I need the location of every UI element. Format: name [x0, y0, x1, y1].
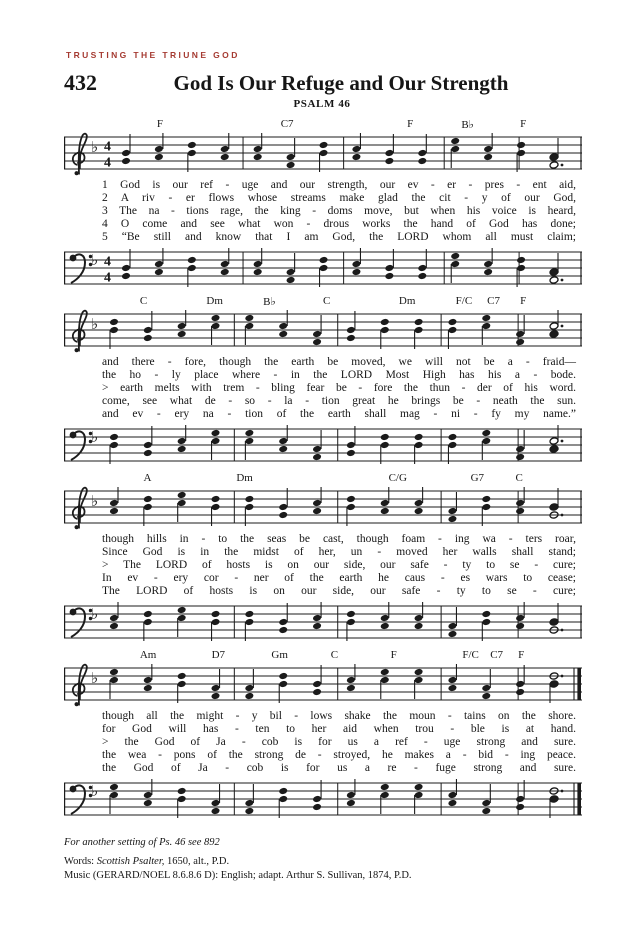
lyrics-block [102, 179, 576, 244]
chord-symbol: B♭ [263, 296, 276, 308]
chord-symbol: C7 [280, 118, 294, 130]
flat-sign: ♭ [91, 492, 99, 510]
time-sig-upper: 4 [104, 254, 111, 270]
chord-row [64, 649, 580, 662]
treble-staff [64, 662, 582, 708]
lyric-line: and ev - ery na - tion of the earth shall mag - ni - fy my name.” [102, 408, 576, 420]
flat-sign: ♭ [91, 669, 99, 687]
subtitle: PSALM 46 [293, 98, 351, 110]
lyrics-block [102, 710, 576, 775]
lyric-line: the God of Ja - cob is for us a re - fuge strong and sure. [102, 762, 576, 774]
treble-staff [64, 485, 582, 531]
title-bar [64, 70, 580, 96]
chord-symbol: C/G [388, 472, 407, 484]
chord-symbol: Dm [206, 295, 223, 307]
chord-symbol: Dm [398, 295, 416, 307]
flat-sign: ♭ [91, 138, 99, 156]
lyric-line: and there - fore, though the earth be moved, we will not be a - fraid— [102, 356, 576, 368]
cross-reference: For another setting of Ps. 46 see 892 [64, 837, 220, 848]
lyric-line: Since God is in the midst of her, un - moved her walls shall stand; [102, 546, 576, 558]
words-source: Scottish Psalter, [96, 856, 165, 867]
chord-symbol: G7 [470, 472, 485, 484]
chord-row [64, 118, 580, 131]
bass-clef-icon [70, 785, 93, 814]
bass-clef-icon [70, 431, 93, 460]
lyric-line: 4 O come and see what won - drous works the hand of God has done; [102, 218, 576, 230]
lyric-line: > the God of Ja - cob is for us a ref - uge strong and sure. [102, 736, 576, 748]
chord-symbol: C [139, 295, 148, 307]
flat-sign: ♭ [91, 782, 99, 800]
time-sig-lower: 4 [104, 270, 111, 286]
chord-symbol: C7 [487, 295, 500, 307]
lyrics-block [102, 533, 576, 598]
bass-staff [64, 246, 582, 292]
page-title: God Is Our Refuge and Our Strength [173, 71, 509, 95]
chord-symbol: C [323, 295, 331, 307]
chord-symbol: F [518, 649, 525, 661]
lyric-line: 3 The na - tions rage, the king - doms move, but when his voice is heard, [102, 205, 576, 217]
hymn-number: 432 [64, 70, 97, 95]
lyric-line: come, see what de - so - la - tion great he brings be - neath the sun. [102, 395, 576, 407]
lyrics-block [102, 356, 576, 421]
section-label: TRUSTING THE TRIUNE GOD [66, 50, 240, 60]
lyric-line: though all the might - y bil - lows shake the moun - tains on the shore. [102, 710, 576, 722]
chord-symbol: Gm [271, 649, 288, 661]
flat-sign: ♭ [91, 605, 99, 623]
lyric-line: for God will has - ten to her aid when trou - ble is at hand. [102, 723, 576, 735]
chord-symbol: F/C [455, 295, 473, 307]
time-sig-lower: 4 [104, 155, 111, 171]
lyric-line: The LORD of hosts is on our side, our safe - ty to se - cure; [102, 585, 576, 597]
chord-symbol: D7 [211, 649, 226, 661]
music-system [64, 472, 580, 646]
music-systems [64, 118, 580, 823]
lyric-line: the wea - pons of the strong de - stroyed, he makes a - bid - ing peace. [102, 749, 576, 761]
bass-staff [64, 600, 582, 646]
chord-symbol: B♭ [461, 119, 474, 131]
chord-symbol: A [143, 472, 152, 484]
chord-symbol: Dm [236, 472, 253, 484]
chord-symbol: F [156, 118, 163, 130]
treble-staff [64, 131, 582, 177]
chord-symbol: Am [139, 649, 157, 661]
bass-clef-icon [70, 254, 93, 283]
bass-staff [64, 777, 582, 823]
flat-sign: ♭ [91, 251, 99, 269]
chord-symbol: F/C [462, 649, 479, 661]
lyric-line: 2 A riv - er flows whose streams make glad the cit - y of our God, [102, 192, 576, 204]
chord-row [64, 472, 580, 485]
chord-row [64, 295, 580, 308]
chord-symbol: F [390, 649, 397, 661]
chord-symbol: C [330, 649, 339, 661]
flat-sign: ♭ [91, 428, 99, 446]
page-footer [64, 837, 580, 883]
bass-clef-icon [70, 608, 93, 637]
chord-symbol: C [515, 472, 523, 484]
lyric-line: > The LORD of hosts is on our side, our safe - ty to se - cure; [102, 559, 576, 571]
music-system [64, 649, 580, 823]
music-system [64, 295, 580, 469]
flat-sign: ♭ [91, 315, 99, 333]
bass-staff [64, 423, 582, 469]
lyric-line: 1 God is our ref - uge and our strength, our ev - er - pres - ent aid, [102, 179, 576, 191]
lyric-line: > earth melts with trem - bling fear be - fore the thun - der of his word. [102, 382, 576, 394]
lyric-line: In ev - ery cor - ner of the earth he caus - es wars to cease; [102, 572, 576, 584]
music-credit: Music (GERARD/NOEL 8.6.8.6 D): English; adapt. Arthur S. Sullivan, 1874, P.D. [64, 870, 412, 881]
lyric-line: the ho - ly place where - in the LORD Most High has his a - bode. [102, 369, 576, 381]
lyric-line: though hills in - to the seas be cast, though foam - ing wa - ters roar, [102, 533, 576, 545]
chord-symbol: C7 [490, 649, 504, 661]
words-credit: Words: Scottish Psalter, 1650, alt., P.D. [64, 856, 230, 867]
music-system [64, 118, 580, 292]
time-sig-upper: 4 [104, 139, 111, 155]
chord-symbol: F [520, 295, 527, 307]
treble-staff [64, 308, 582, 354]
lyric-line: 5 “Be still and know that I am God, the LORD whom all must claim; [102, 231, 576, 243]
chord-symbol: F [407, 118, 414, 130]
chord-symbol: F [520, 118, 527, 130]
